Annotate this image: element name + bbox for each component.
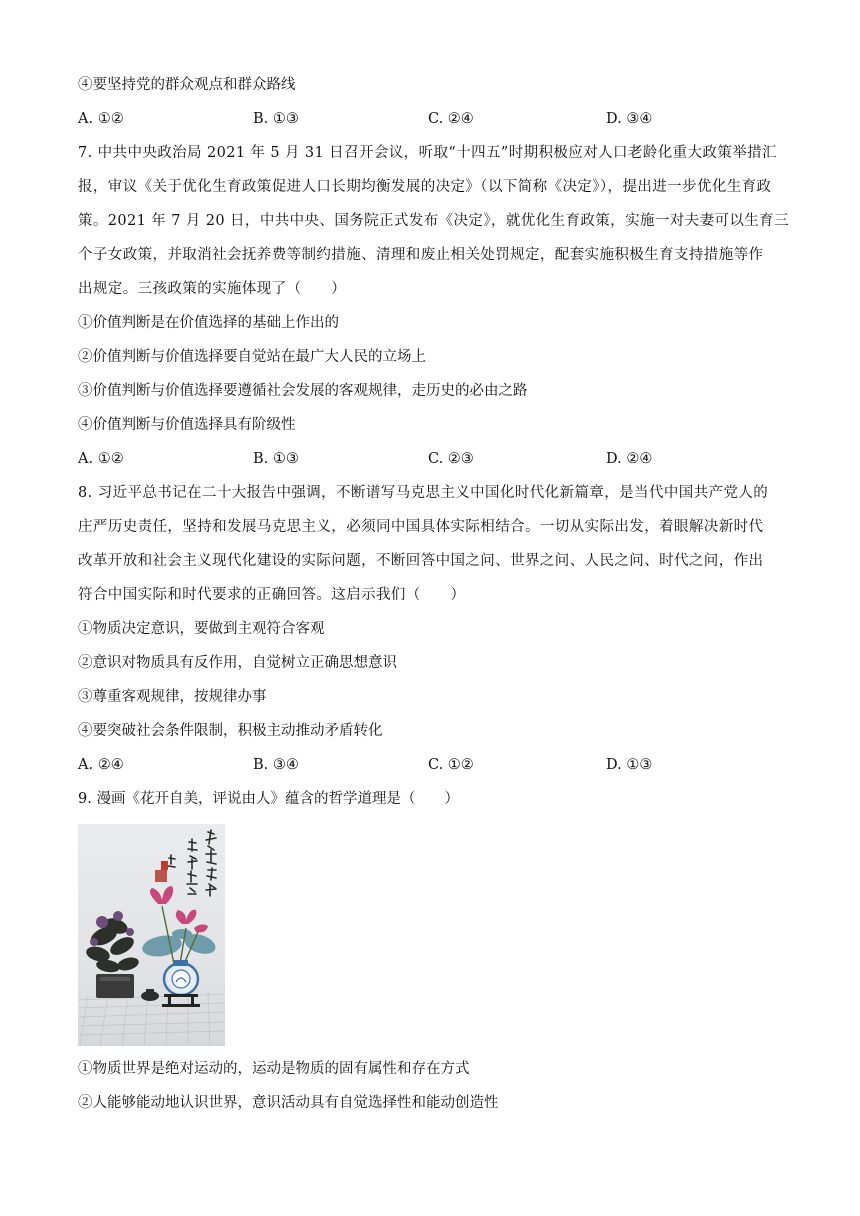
q9-stem: 9. 漫画《花开自美，评说由人》蕴含的哲学道理是（ ）	[78, 791, 459, 807]
q7-stem-line: 个子女政策，并取消社会抚养费等制约措施、清理和废止相关处罚规定，配套实施积极生育支持措施等作	[78, 247, 764, 263]
exam-page	[78, 68, 789, 1120]
q6-option-d: D. ③④	[606, 111, 653, 127]
q6-options	[78, 102, 784, 136]
question-8	[78, 476, 784, 612]
q8-stem-line: 8. 习近平总书记在二十大报告中强调，不断谱写马克思主义中国化时代化新篇章，是当代中国共产党人的	[78, 485, 769, 501]
q8-option-b: B. ③④	[253, 757, 299, 773]
q6-statement-4: ④要坚持党的群众观点和群众路线	[78, 77, 296, 93]
q7-stem-line: 出规定。三孩政策的实施体现了（ ）	[78, 281, 347, 297]
q8-stem-line: 改革开放和社会主义现代化建设的实际问题，不断回答中国之问、世界之问、人民之问、时代之问，作出	[78, 553, 764, 569]
q7-option-b: B. ①③	[253, 451, 299, 467]
q8-statement-3: ③尊重客观规律，按规律办事	[78, 689, 267, 705]
q8-stem-line: 符合中国实际和时代要求的正确回答。这启示我们（ ）	[78, 587, 466, 603]
ink-painting-image	[78, 824, 225, 1046]
q8-statement-2: ②意识对物质具有反作用，自觉树立正确思想意识	[78, 655, 397, 671]
q6-option-a: A. ①②	[78, 111, 124, 127]
q8-options	[78, 748, 784, 782]
q6-option-b: B. ①③	[253, 111, 299, 127]
q9-statement-2: ②人能够能动地认识世界，意识活动具有自觉选择性和能动创造性	[78, 1095, 499, 1111]
q7-option-c: C. ②③	[428, 451, 474, 467]
q8-option-c: C. ①②	[428, 757, 474, 773]
q7-options	[78, 442, 784, 476]
q8-statement-4: ④要突破社会条件限制，积极主动推动矛盾转化	[78, 723, 383, 739]
q7-stem-line: 7. 中共中央政治局 2021 年 5 月 31 日召开会议，听取“十四五”时期积极应对人口老龄化重大政策举措汇	[78, 145, 777, 161]
ink-painting-figure	[78, 824, 225, 1046]
q7-stem-line: 策。2021 年 7 月 20 日，中共中央、国务院正式发布《决定》，就优化生育政策，实施一对夫妻可以生育三	[78, 213, 789, 229]
q8-statement-1: ①物质决定意识，要做到主观符合客观	[78, 621, 325, 637]
q7-statement-3: ③价值判断与价值选择要遵循社会发展的客观规律，走历史的必由之路	[78, 383, 528, 399]
q7-statement-1: ①价值判断是在价值选择的基础上作出的	[78, 315, 339, 331]
q6-option-c: C. ②④	[428, 111, 474, 127]
q8-stem-line: 庄严历史责任，坚持和发展马克思主义，必须同中国具体实际相结合。一切从实际出发，着眼解决新时代	[78, 519, 764, 535]
q7-statement-4: ④价值判断与价值选择具有阶级性	[78, 417, 296, 433]
q8-option-d: D. ①③	[606, 757, 653, 773]
q7-statement-2: ②价值判断与价值选择要自觉站在最广大人民的立场上	[78, 349, 426, 365]
q8-option-a: A. ②④	[78, 757, 124, 773]
question-7	[78, 136, 789, 306]
q9-statement-1: ①物质世界是绝对运动的，运动是物质的固有属性和存在方式	[78, 1061, 470, 1077]
q7-option-a: A. ①②	[78, 451, 124, 467]
q7-stem-line: 报，审议《关于优化生育政策促进人口长期均衡发展的决定》（以下简称《决定》），提出进一步优化生育政	[78, 179, 772, 195]
q7-option-d: D. ②④	[606, 451, 653, 467]
